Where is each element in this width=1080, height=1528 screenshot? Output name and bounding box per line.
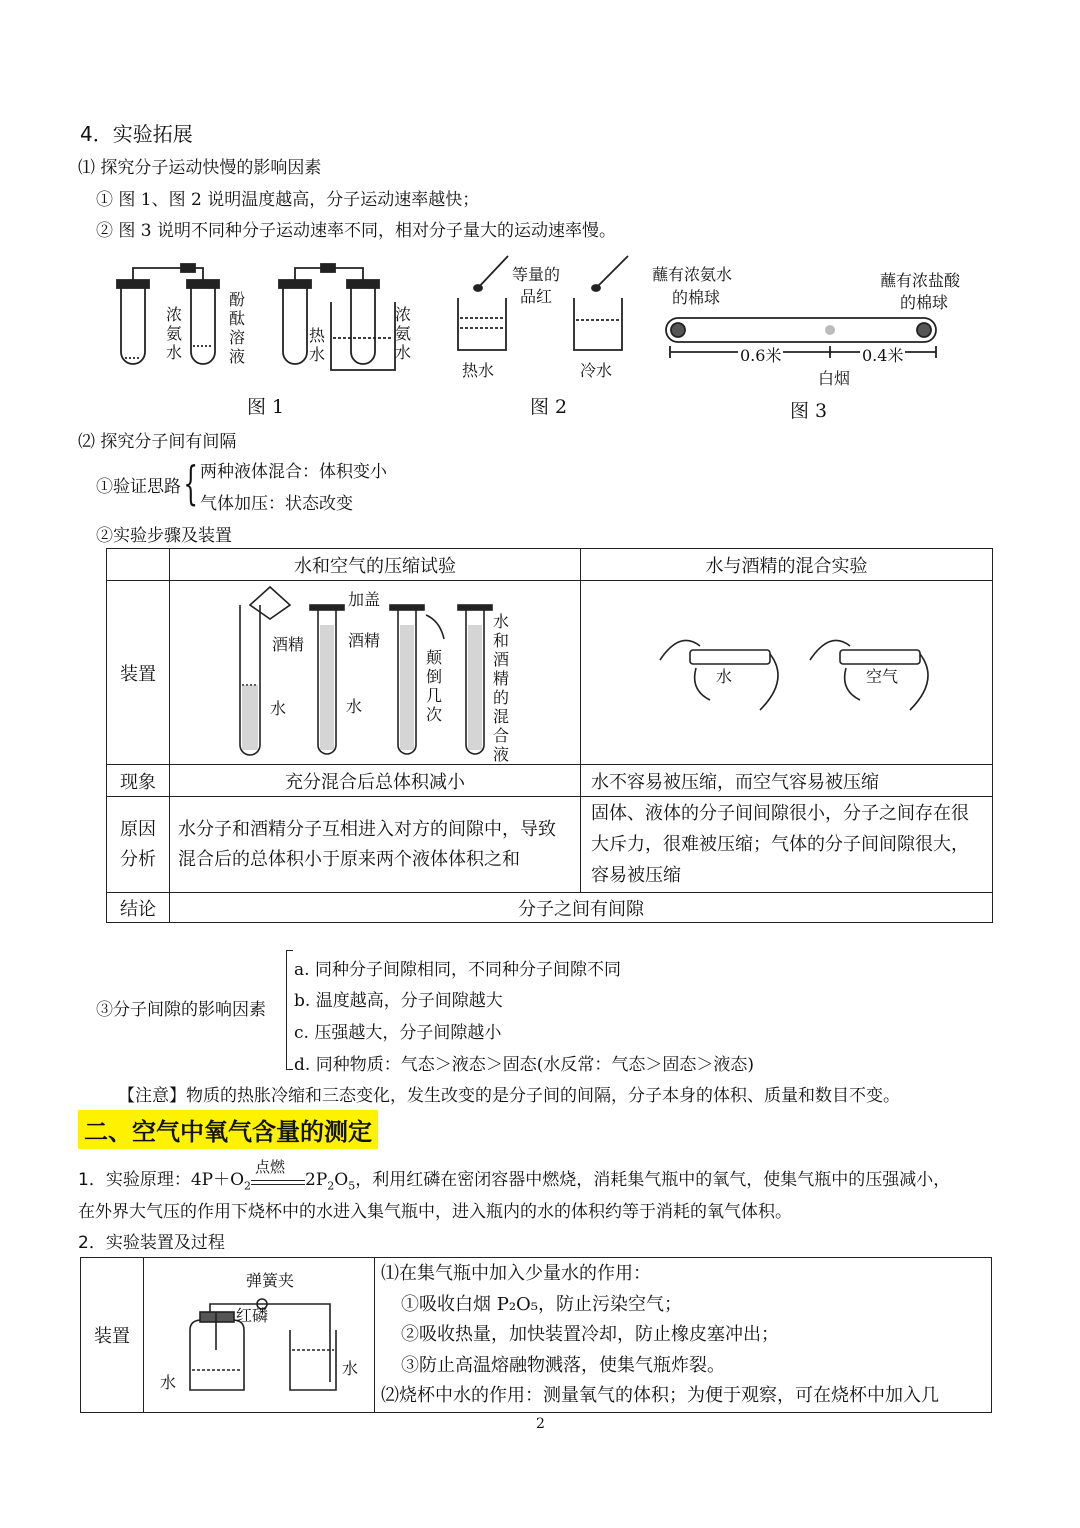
apparatus-label: 装置: [81, 1258, 144, 1413]
figure-3-caption: 图 3: [790, 400, 828, 422]
steps-label: ②实验步骤及装置: [96, 526, 232, 546]
device-label-invert: 颠倒几次: [425, 648, 442, 724]
reason-2: [581, 797, 993, 893]
principle-line-1: 1．实验原理：$4P+O_2$ 点燃 $2P_2O_5$，利用红磷在密闭容器中燃烧，消耗集气瓶中的氧气，使集气瓶中的压强减小，: [78, 1158, 951, 1193]
eq-rest: ，利用红磷在密闭容器中燃烧，消耗集气瓶中的氧气，使集气瓶中的压强减小，: [355, 1170, 951, 1190]
factor-b: b. 温度越高，分子间隙越大: [294, 991, 503, 1011]
fig1-label-phenolphthalein: 酚酞溶液: [228, 290, 245, 366]
label-spring-clip: 弹簧夹: [246, 1271, 295, 1290]
row-label-device: 装置: [107, 581, 170, 765]
table-header-mixing: 水与酒精的混合实验: [581, 549, 993, 581]
fig2-label-hot: 热水: [462, 361, 495, 380]
section-2-title: 二、空气中氧气含量的测定: [78, 1110, 378, 1149]
eq-left: 4P＋O: [190, 1170, 245, 1190]
figure-2-caption: 图 2: [530, 396, 568, 418]
reason-2-line-3: 容易被压缩: [591, 865, 681, 886]
device-label-water: 水: [270, 699, 287, 718]
fig3-label-smoke: 白烟: [818, 369, 851, 388]
fig3-label-right-2: 的棉球: [900, 293, 949, 312]
note: 【注意】物质的热胀冷缩和三态变化，发生改变的是分子间的间隔，分子本身的体积、质量和数目不变。: [118, 1086, 900, 1106]
subsection-1-title: ⑴ 探究分子运动快慢的影响因素: [78, 158, 322, 178]
fig1-label-ammonia-left: 浓氨水: [165, 305, 182, 362]
fig3-distance-2: 0.4米: [860, 343, 905, 366]
note-line-3: ②吸收热量，加快装置冷却，防止橡皮塞冲出；: [401, 1324, 779, 1345]
section-2-subtitle: 2．实验装置及过程: [78, 1233, 225, 1253]
syringe-label-water: 水: [716, 667, 733, 686]
row-label-conclusion: 结论: [107, 893, 170, 923]
fig3-distance-1: 0.6米: [738, 343, 783, 366]
subsection-2-title: ⑵ 探究分子间有间隔: [78, 432, 237, 452]
reason-2-line-2: 大斥力，很难被压缩；气体的分子间间隙很大，: [591, 834, 969, 855]
factor-a: a. 同种分子间隙相同，不同种分子间隙不同: [294, 960, 621, 980]
device-label-mixture: 水和酒精的混合液: [492, 612, 509, 764]
verify-item-b: 气体加压：状态改变: [200, 494, 353, 514]
conclusion: 分子之间有间隙: [170, 893, 993, 923]
factor-c: c. 压强越大，分子间隙越小: [294, 1023, 502, 1043]
list-item-2: ② 图 3 说明不同种分子运动速率不同，相对分子量大的运动速率慢。: [96, 221, 617, 241]
eq-right: 2P: [305, 1170, 328, 1190]
fig2-label-cold: 冷水: [580, 361, 613, 380]
device-label-water-2: 水: [346, 697, 363, 716]
fig1-label-hot-water: 热水: [308, 326, 325, 364]
page-number: 2: [536, 1416, 545, 1432]
device-label-cover: 加盖: [348, 590, 381, 609]
verify-label: ①验证思路: [96, 477, 181, 497]
reason-label-2: 分析: [120, 848, 156, 870]
section-title: 4．实验拓展: [80, 122, 193, 146]
row-label-phenomenon: 现象: [107, 765, 170, 797]
apparatus-notes: [375, 1258, 992, 1413]
device-label-alcohol: 酒精: [272, 635, 305, 654]
fig3-label-right-1: 蘸有浓盐酸: [880, 271, 961, 290]
reason-1-line-1: 水分子和酒精分子互相进入对方的间隙中，导致: [178, 818, 556, 840]
verify-item-a: 两种液体混合：体积变小: [200, 462, 387, 482]
oxygen-apparatus-diagram: [180, 1290, 360, 1400]
syringe-diagram: [650, 620, 950, 720]
list-item-1: ① 图 1、图 2 说明温度越高，分子运动速率越快；: [96, 190, 480, 210]
principle-prefix: 1．实验原理：: [78, 1170, 191, 1190]
phenomenon-2: 水不容易被压缩，而空气容易被压缩: [581, 765, 993, 797]
fig3-label-left-1: 蘸有浓氨水: [652, 265, 733, 284]
reason-2-line-1: 固体、液体的分子间间隙很小，分子之间存在很: [591, 803, 969, 824]
syringe-label-air: 空气: [866, 667, 899, 686]
fig2-label-magenta: 品红: [520, 287, 553, 306]
note-line-4: ③防止高温熔融物溅落，使集气瓶炸裂。: [401, 1354, 725, 1376]
label-water-left: 水: [160, 1373, 177, 1392]
brace-icon: {: [183, 456, 198, 510]
reason-label-1: 原因: [120, 818, 156, 840]
figure-1-caption: 图 1: [247, 396, 285, 418]
reason-1: [170, 797, 581, 893]
eq-condition: 点燃: [255, 1158, 286, 1176]
reason-1-line-2: 混合后的总体积小于原来两个液体体积之和: [178, 848, 520, 870]
factor-d: d. 同种物质：气态＞液态＞固态(水反常：气态＞固态＞液态): [294, 1055, 754, 1075]
eq-sub-o2: 2: [244, 1179, 252, 1193]
table-header-compression: 水和空气的压缩试验: [170, 549, 581, 581]
fig2-label-equal: 等量的: [512, 265, 561, 284]
note-line-1: ⑴在集气瓶中加入少量水的作用：: [381, 1263, 651, 1284]
factors-label: ③分子间隙的影响因素: [96, 1000, 266, 1020]
note-line-5: ⑵烧杯中水的作用：测量氧气的体积；为便于观察，可在烧杯中加入几: [381, 1385, 939, 1406]
fig1-label-ammonia-right: 浓氨水: [394, 305, 411, 362]
eq-condition-arrow: [251, 1158, 305, 1185]
compression-diagram: [230, 585, 530, 765]
factors-brace-icon: [286, 950, 293, 1070]
principle-line-2: 在外界大气压的作用下烧杯中的水进入集气瓶中，进入瓶内的水的体积约等于消耗的氧气体积。: [78, 1202, 792, 1222]
fig3-label-left-2: 的棉球: [672, 288, 721, 307]
label-water-right: 水: [342, 1359, 359, 1378]
row-label-reason: [107, 797, 170, 893]
label-red-phosphorus: 红磷: [236, 1306, 269, 1325]
figure-1-diagram: [105, 262, 425, 387]
device-label-alcohol-2: 酒精: [348, 631, 381, 650]
phenomenon-1: 充分混合后总体积减小: [170, 765, 581, 797]
note-line-2: ①吸收白烟 P₂O₅，防止污染空气；: [401, 1293, 683, 1315]
